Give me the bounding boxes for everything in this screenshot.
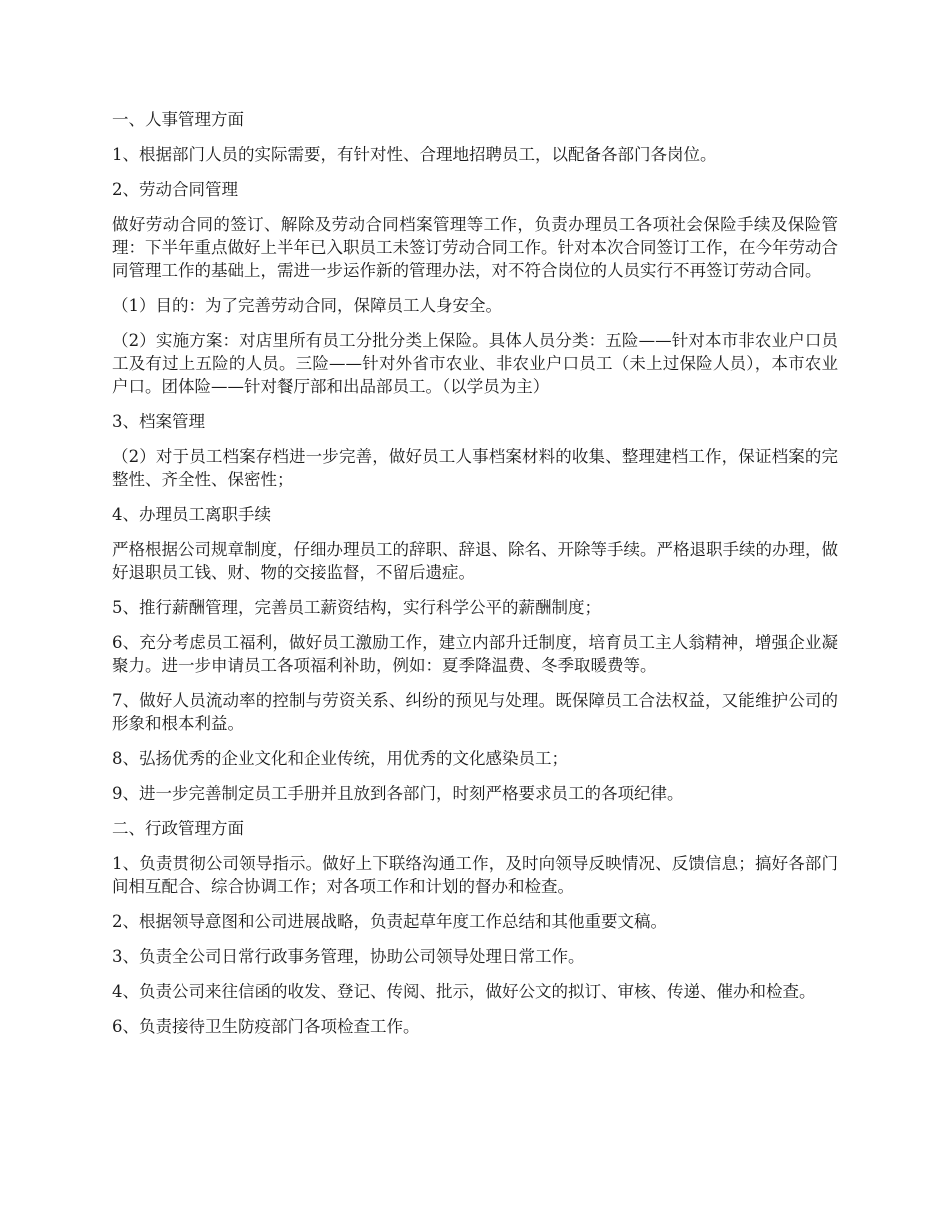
paragraph-recruitment: 1、根据部门人员的实际需要，有针对性、合理地招聘员工，以配备各部门各岗位。 [112, 145, 717, 164]
paragraph-implementation: （2）实施方案：对店里所有员工分批分类上保险。具体人员分类：五险——针对本市非农业户口员工及有过上五险的人员。三险——针对外省市农业、非农业户口员工（未上过保险人员），本市农业户口。团体险——针对餐厅部和出品部员工。（以学员为主） [112, 331, 838, 396]
paragraph-directives: 1、负责贯彻公司领导指示。做好上下联络沟通工作，及时向领导反映情况、反馈信息；搞好各部门间相互配合、综合协调工作；对各项工作和计划的督办和检查。 [112, 854, 838, 896]
paragraph-culture: 8、弘扬优秀的企业文化和企业传统，用优秀的文化感染员工； [112, 749, 568, 768]
paragraph-resignation: 严格根据公司规章制度，仔细办理员工的辞职、辞退、除名、开除等手续。严格退职手续的办理，做好退职员工钱、财、物的交接监督，不留后遗症。 [112, 540, 838, 582]
subheading-labor-contract: 2、劳动合同管理 [112, 180, 238, 199]
section-heading-administration: 二、行政管理方面 [112, 819, 244, 838]
paragraph-purpose: （1）目的：为了完善劳动合同，保障员工人身安全。 [112, 296, 502, 315]
document-page [112, 108, 838, 1050]
paragraph-daily-affairs: 3、负责全公司日常行政事务管理，协助公司领导处理日常工作。 [112, 947, 585, 966]
paragraph-labor-contract: 做好劳动合同的签订、解除及劳动合同档案管理等工作，负责办理员工各项社会保险手续及保险管理：下半年重点做好上半年已入职员工未签订劳动合同工作。针对本次合同签订工作，在今年劳动合同管理工作的基础上，需进一步运作新的管理办法，对不符合岗位的人员实行不再签订劳动合同。 [112, 215, 838, 280]
paragraph-inspection: 6、负责接待卫生防疫部门各项检查工作。 [112, 1017, 420, 1036]
subheading-resignation: 4、办理员工离职手续 [112, 505, 271, 524]
paragraph-correspondence: 4、负责公司来往信函的收发、登记、传阅、批示，做好公文的拟订、审核、传递、催办和检查。 [112, 982, 816, 1001]
paragraph-turnover: 7、做好人员流动率的控制与劳资关系、纠纷的预见与处理。既保障员工合法权益，又能维护公司的形象和根本利益。 [112, 691, 838, 733]
paragraph-salary: 5、推行薪酬管理，完善员工薪资结构，实行科学公平的薪酬制度； [112, 598, 601, 617]
paragraph-archives: （2）对于员工档案存档进一步完善，做好员工人事档案材料的收集、整理建档工作，保证档案的完整性、齐全性、保密性； [112, 447, 838, 489]
subheading-archives: 3、档案管理 [112, 412, 205, 431]
paragraph-welfare: 6、充分考虑员工福利，做好员工激励工作，建立内部升迁制度，培育员工主人翁精神，增强企业凝聚力。进一步申请员工各项福利补助，例如：夏季降温费、冬季取暖费等。 [112, 633, 838, 675]
paragraph-handbook: 9、进一步完善制定员工手册并且放到各部门，时刻严格要求员工的各项纪律。 [112, 784, 684, 803]
section-heading-personnel: 一、人事管理方面 [112, 110, 244, 129]
paragraph-drafting: 2、根据领导意图和公司进展战略，负责起草年度工作总结和其他重要文稿。 [112, 912, 667, 931]
